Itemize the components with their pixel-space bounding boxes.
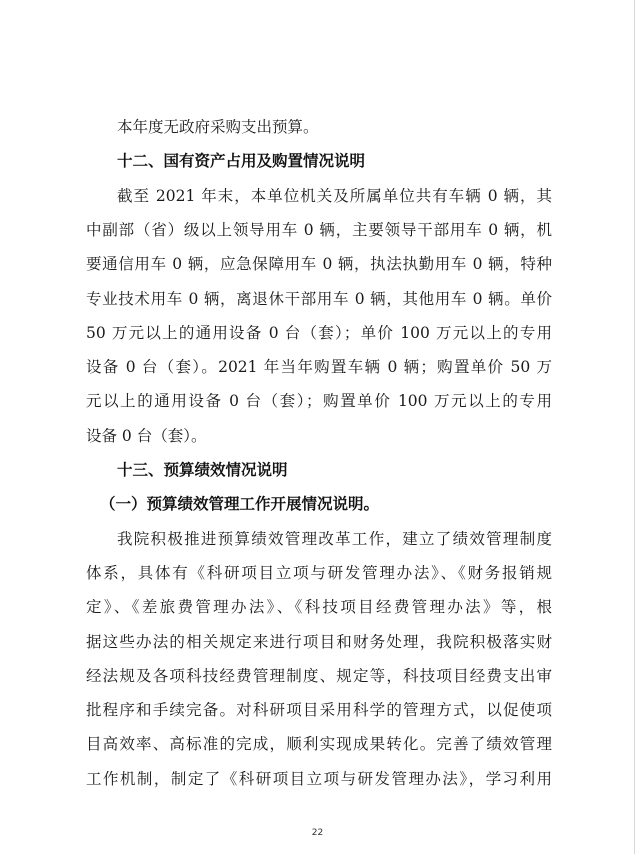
subsection-heading: （一）预算绩效管理工作开展情况说明。	[100, 495, 380, 514]
paragraph-line: 工作机制，制定了《科研项目立项与研发管理办法》，学习利用	[86, 769, 552, 788]
paragraph-line: 据这些办法的相关规定来进行项目和财务处理，我院积极落实财	[86, 632, 552, 651]
page-number: 22	[311, 828, 324, 838]
paragraph-first-line: 截至 2021 年末，本单位机关及所属单位共有车辆 0 辆，其	[117, 186, 552, 205]
paragraph-line: 定》、《差旅费管理办法》、《科技项目经费管理办法》等，根	[86, 598, 552, 617]
paragraph-line: 经法规及各项科技经费管理制度、规定等，科技项目经费支出审	[86, 666, 552, 685]
paragraph-line: 元以上的通用设备 0 台（套）；购置单价 100 万元以上的专用	[86, 392, 552, 411]
paragraph-line: 50 万元以上的通用设备 0 台（套）；单价 100 万元以上的专用	[86, 323, 552, 342]
paragraph-first-line: 我院积极推进预算绩效管理改革工作，建立了绩效管理制度	[117, 529, 552, 548]
paragraph-line: 设备 0 台（套）。2021 年当年购置车辆 0 辆；购置单价 50 万	[86, 358, 552, 377]
section-heading: 十三、预算绩效情况说明	[117, 461, 288, 479]
paragraph-line: 批程序和手续完备。对科研项目采用科学的管理方式，以促使项	[86, 701, 552, 720]
section-heading: 十二、国有资产占用及购置情况说明	[117, 152, 366, 171]
paragraph-line: 目高效率、高标准的完成，顺利实现成果转化。完善了绩效管理	[86, 735, 552, 754]
paragraph-line: 体系，具体有《科研项目立项与研发管理办法》、《财务报销规	[86, 563, 552, 582]
paragraph-first-line: 本年度无政府采购支出预算。	[117, 118, 319, 136]
paragraph-last-line: 设备 0 台（套）。	[86, 426, 207, 445]
paragraph-line: 中副部（省）级以上领导用车 0 辆，主要领导干部用车 0 辆，机	[86, 220, 552, 239]
paragraph-line: 专业技术用车 0 辆，离退休干部用车 0 辆，其他用车 0 辆。单价	[86, 289, 552, 308]
paragraph-line: 要通信用车 0 辆，应急保障用车 0 辆，执法执勤用车 0 辆，特种	[86, 255, 552, 274]
